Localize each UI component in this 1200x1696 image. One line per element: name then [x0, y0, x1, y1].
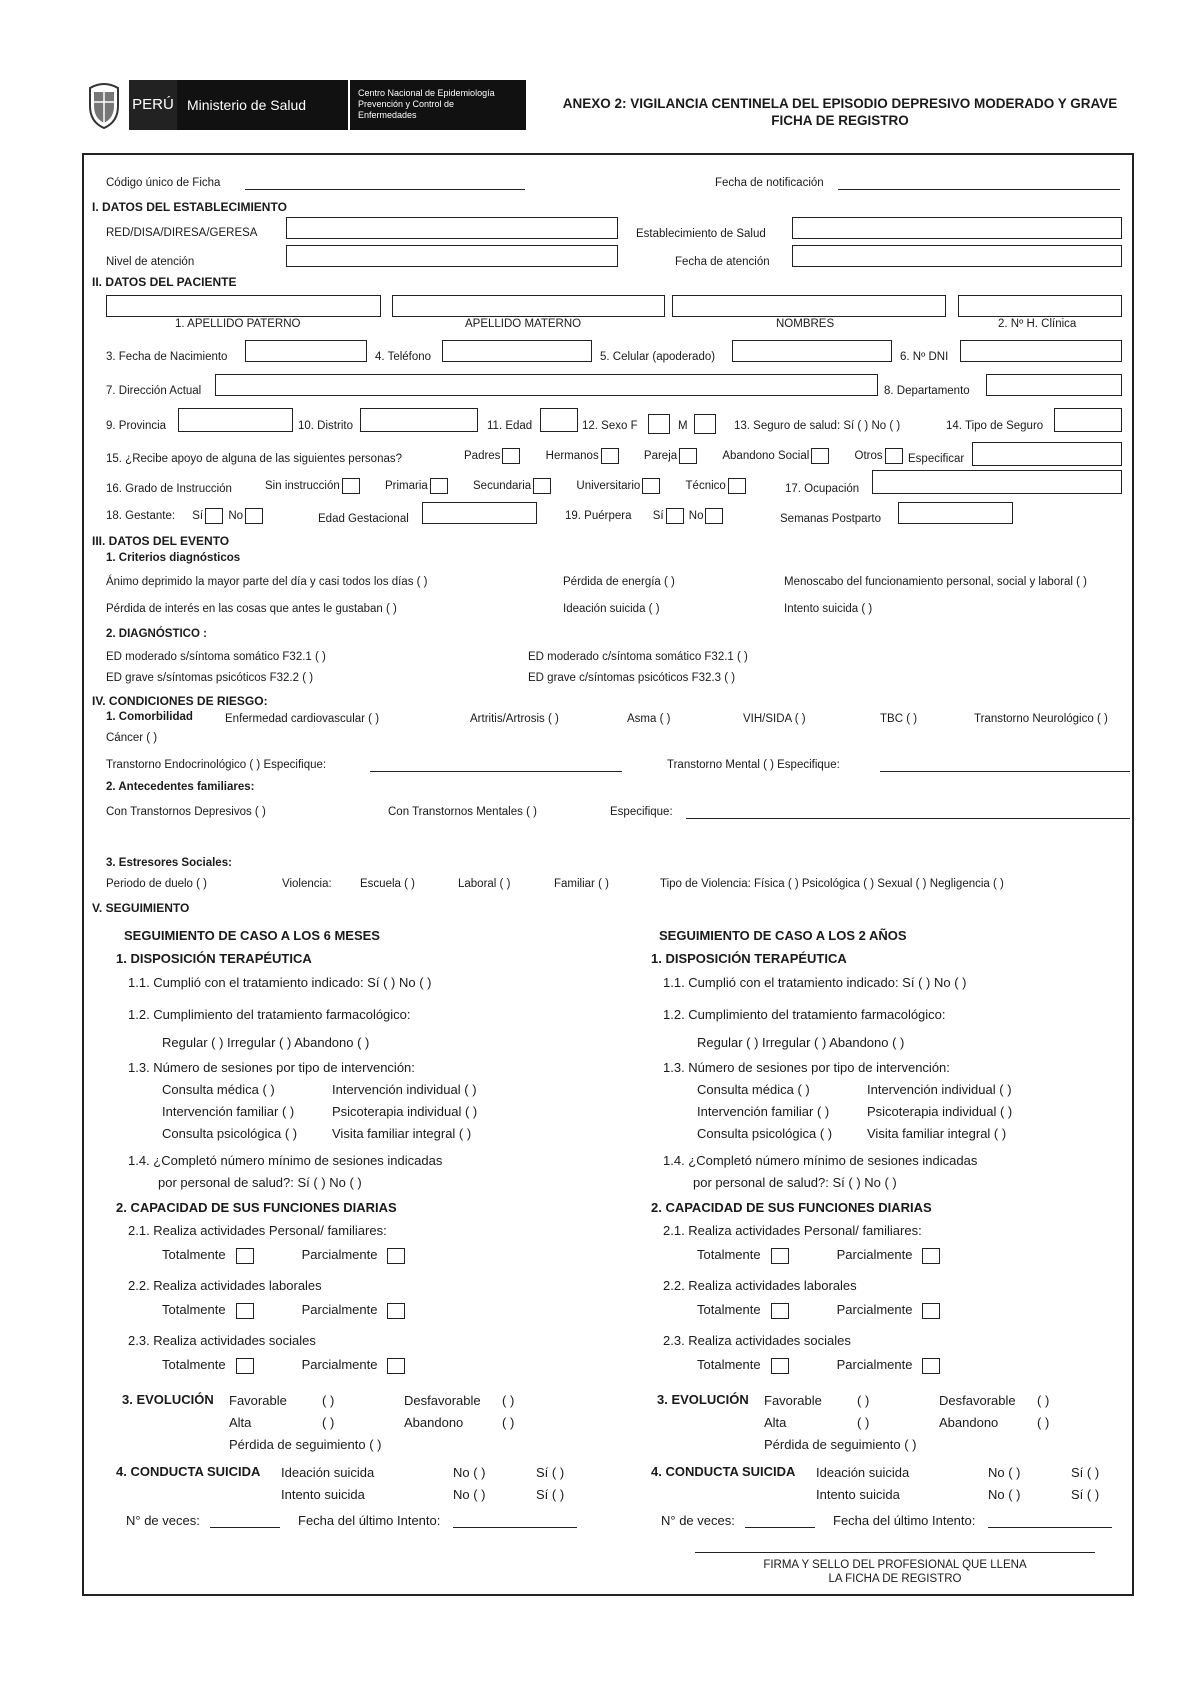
provincia-field[interactable] — [178, 408, 293, 432]
c23-parcialmente-checkbox[interactable] — [922, 1358, 940, 1374]
gestante-label: 18. Gestante: — [106, 510, 176, 523]
section-5-title: V. SEGUIMIENTO — [92, 901, 190, 915]
apellido-materno-label: APELLIDO MATERNO — [465, 318, 582, 330]
d13f[interactable]: Visita familiar integral ( ) — [332, 1126, 472, 1141]
criterios-title: 1. Criterios diagnósticos — [106, 552, 241, 564]
evo-desfavorable[interactable]: Desfavorable — [404, 1393, 481, 1408]
tipo-seguro-label: 14. Tipo de Seguro — [946, 420, 1044, 432]
d14: 1.4. ¿Completó número mínimo de sesiones indicadas — [663, 1153, 978, 1168]
apoyo-otros-checkbox[interactable] — [885, 448, 903, 464]
fecha-intento-field[interactable] — [453, 1527, 577, 1528]
c22-parcialmente-checkbox[interactable] — [387, 1303, 405, 1319]
criterio-energia[interactable]: Pérdida de energía ( ) — [563, 576, 675, 588]
evo-abandono[interactable]: Abandono — [404, 1415, 464, 1430]
edad-field[interactable] — [540, 408, 578, 432]
evo-paren[interactable]: ( ) — [322, 1415, 335, 1430]
d12-options[interactable]: Regular ( ) Irregular ( ) Abandono ( ) — [697, 1035, 905, 1050]
cs-ideacion-no[interactable]: No ( ) — [988, 1465, 1021, 1480]
evo-paren[interactable]: ( ) — [1037, 1415, 1050, 1430]
c21-options — [697, 1247, 942, 1264]
celular-field[interactable] — [732, 340, 892, 362]
fecha-intento-field[interactable] — [988, 1527, 1112, 1528]
grado-option-label: Universitario — [576, 480, 641, 493]
semanas-postparto-field[interactable] — [898, 502, 1013, 524]
d13: 1.3. Número de sesiones por tipo de intervención: — [663, 1060, 950, 1075]
puerpera-no-checkbox[interactable] — [705, 508, 723, 524]
antec-mentales[interactable]: Con Transtornos Mentales ( ) — [388, 806, 537, 818]
estab-field[interactable] — [792, 217, 1122, 239]
ocupacion-field[interactable] — [872, 470, 1122, 494]
fecha-intento-label: Fecha del último Intento: — [298, 1513, 441, 1528]
puerpera-si-checkbox[interactable] — [666, 508, 684, 524]
evo-alta[interactable]: Alta — [764, 1415, 787, 1430]
diag-moderado-c[interactable]: ED moderado c/síntoma somático F32.1 ( ) — [528, 651, 748, 663]
criterio-animo[interactable]: Ánimo deprimido la mayor parte del día y casi todos los días ( ) — [106, 576, 428, 588]
grado-secundaria-checkbox[interactable] — [533, 478, 551, 494]
section-2-title: II. DATOS DEL PACIENTE — [92, 275, 237, 289]
d13b[interactable]: Intervención individual ( ) — [332, 1082, 477, 1097]
comorb-vih[interactable]: VIH/SIDA ( ) — [743, 713, 806, 725]
coat-of-arms-icon — [84, 80, 124, 130]
c21: 2.1. Realiza actividades Personal/ familiares: — [663, 1223, 922, 1238]
c23: 2.3. Realiza actividades sociales — [663, 1333, 851, 1348]
apoyo-options — [464, 448, 905, 464]
endocrino-field[interactable] — [370, 771, 622, 772]
apoyo-option-label: Hermanos — [545, 450, 599, 463]
historia-clinica-label: 2. Nº H. Clínica — [998, 318, 1077, 330]
apoyo-option-label: Pareja — [643, 450, 678, 463]
especificar-field[interactable] — [972, 442, 1122, 466]
cs-ideacion-no[interactable]: No ( ) — [453, 1465, 486, 1480]
firma-line-1: FIRMA Y SELLO DEL PROFESIONAL QUE LLENA — [763, 1559, 1027, 1571]
section-3-title: III. DATOS DEL EVENTO — [92, 534, 230, 548]
nacimiento-field[interactable] — [245, 340, 367, 362]
c22: 2.2. Realiza actividades laborales — [663, 1278, 857, 1293]
criterio-interes[interactable]: Pérdida de interés en las cosas que antes le gustaban ( ) — [106, 603, 397, 615]
gestante-si-label: Sí — [192, 510, 204, 523]
codigo-label: Código único de Ficha — [106, 177, 221, 189]
red-field[interactable] — [286, 217, 618, 239]
apoyo-option-label: Abandono Social — [722, 450, 810, 463]
evo-favorable[interactable]: Favorable — [229, 1393, 287, 1408]
firma-line-2: LA FICHA DE REGISTRO — [828, 1573, 962, 1585]
conducta-title: 4. CONDUCTA SUICIDA — [116, 1464, 261, 1479]
mental-field[interactable] — [880, 771, 1130, 772]
cs-ideacion: Ideación suicida — [816, 1465, 910, 1480]
conducta-title: 4. CONDUCTA SUICIDA — [651, 1464, 796, 1479]
puerpera-no-label: No — [688, 510, 704, 523]
sexo-label: 12. Sexo F — [582, 420, 638, 432]
c23-options — [697, 1357, 942, 1374]
direccion-field[interactable] — [215, 374, 878, 396]
cs-ideacion-si[interactable]: Sí ( ) — [1071, 1465, 1100, 1480]
tipo-seguro-field[interactable] — [1054, 408, 1122, 432]
diagnostico-title: 2. DIAGNÓSTICO : — [106, 628, 207, 640]
fecha-notif-field[interactable] — [838, 189, 1120, 190]
d13d[interactable]: Psicoterapia individual ( ) — [332, 1104, 478, 1119]
cs-ideacion-si[interactable]: Sí ( ) — [536, 1465, 565, 1480]
comorbilidad-label: 1. Comorbilidad — [106, 711, 193, 723]
c23-totalmente-checkbox[interactable] — [771, 1358, 789, 1374]
fecha-intento-label: Fecha del último Intento: — [833, 1513, 976, 1528]
apellido-materno-field[interactable] — [392, 295, 665, 317]
mental-label[interactable]: Transtorno Mental ( ) Especifique: — [667, 759, 840, 771]
departamento-field[interactable] — [986, 374, 1122, 396]
col-head: SEGUIMIENTO DE CASO A LOS 6 MESES — [124, 928, 380, 943]
ministry-label: Ministerio de Salud — [187, 97, 307, 113]
c23-totalmente-checkbox[interactable] — [236, 1358, 254, 1374]
distrito-label: 10. Distrito — [298, 420, 353, 432]
evo-paren[interactable]: ( ) — [857, 1415, 870, 1430]
ocupacion-label: 17. Ocupación — [785, 483, 860, 495]
celular-label: 5. Celular (apoderado) — [600, 351, 716, 363]
apoyo-option-label: Padres — [464, 450, 501, 463]
c22-options — [162, 1302, 407, 1319]
d14: 1.4. ¿Completó número mínimo de sesiones indicadas — [128, 1153, 443, 1168]
departamento-label: 8. Departamento — [884, 385, 970, 397]
fecha-notif-label: Fecha de notificación — [715, 177, 824, 189]
title-line-2: FICHA DE REGISTRO — [771, 113, 909, 128]
veces-label: N° de veces: — [661, 1513, 735, 1528]
veces-label: N° de veces: — [126, 1513, 200, 1528]
apoyo-abandono-checkbox[interactable] — [811, 448, 829, 464]
cs-intento-si[interactable]: Sí ( ) — [1071, 1487, 1100, 1502]
peru-logo-block — [129, 80, 177, 130]
totalmente-label: Totalmente — [697, 1357, 761, 1372]
comorb-artritis[interactable]: Artritis/Artrosis ( ) — [470, 713, 559, 725]
comorb-cancer[interactable]: Cáncer ( ) — [106, 732, 158, 744]
evo-paren[interactable]: ( ) — [857, 1393, 870, 1408]
d13d[interactable]: Psicoterapia individual ( ) — [867, 1104, 1013, 1119]
antecedentes-label: 2. Antecedentes familiares: — [106, 781, 255, 793]
d14b[interactable]: por personal de salud?: Sí ( ) No ( ) — [693, 1175, 897, 1190]
comorb-cardio[interactable]: Enfermedad cardiovascular ( ) — [225, 713, 380, 725]
cs-intento: Intento suicida — [281, 1487, 365, 1502]
totalmente-label: Totalmente — [697, 1247, 761, 1262]
apoyo-hermanos-checkbox[interactable] — [601, 448, 619, 464]
evolucion-title: 3. EVOLUCIÓN — [122, 1392, 214, 1407]
firma-caption — [695, 1558, 1095, 1586]
seguro-label: 13. Seguro de salud: Sí ( ) No ( ) — [734, 420, 901, 432]
red-label: RED/DISA/DIRESA/GERESA — [106, 227, 258, 239]
grado-universitario-checkbox[interactable] — [642, 478, 660, 494]
evo-abandono[interactable]: Abandono — [939, 1415, 999, 1430]
c23-parcialmente-checkbox[interactable] — [387, 1358, 405, 1374]
parcialmente-label: Parcialmente — [836, 1302, 913, 1317]
antec-especifique-field[interactable] — [686, 818, 1130, 819]
c21-parcialmente-checkbox[interactable] — [387, 1248, 405, 1264]
evo-paren[interactable]: ( ) — [502, 1415, 515, 1430]
cs-intento-no[interactable]: No ( ) — [453, 1487, 486, 1502]
grado-option-label: Secundaria — [473, 480, 532, 493]
evo-paren[interactable]: ( ) — [502, 1393, 515, 1408]
d13e[interactable]: Consulta psicológica ( ) — [162, 1126, 298, 1141]
grado-option-label: Primaria — [385, 480, 428, 493]
diag-moderado-s[interactable]: ED moderado s/síntoma somático F32.1 ( ) — [106, 651, 326, 663]
center-line-3: Enfermedades — [358, 110, 417, 120]
d12: 1.2. Cumplimiento del tratamiento farmacológico: — [128, 1007, 411, 1022]
evo-paren[interactable]: ( ) — [322, 1393, 335, 1408]
c21-totalmente-checkbox[interactable] — [771, 1248, 789, 1264]
semanas-postparto-label: Semanas Postparto — [780, 513, 882, 525]
grado-primaria-checkbox[interactable] — [430, 478, 448, 494]
c22-parcialmente-checkbox[interactable] — [922, 1303, 940, 1319]
evo-perdida[interactable]: Pérdida de seguimiento ( ) — [229, 1437, 382, 1452]
apoyo-option-label: Otros — [854, 450, 883, 463]
center-line-2: Prevención y Control de — [358, 99, 455, 109]
gestante-row — [106, 508, 265, 524]
center-line-1: Centro Nacional de Epidemiología — [358, 88, 495, 98]
antec-depresivos[interactable]: Con Transtornos Depresivos ( ) — [106, 806, 266, 818]
gestante-no-label: No — [228, 510, 244, 523]
grado-option-label: Sin instrucción — [265, 480, 340, 493]
d12-options[interactable]: Regular ( ) Irregular ( ) Abandono ( ) — [162, 1035, 370, 1050]
comorb-tbc[interactable]: TBC ( ) — [880, 713, 918, 725]
evo-desfavorable[interactable]: Desfavorable — [939, 1393, 1016, 1408]
col-head: SEGUIMIENTO DE CASO A LOS 2 AÑOS — [659, 928, 907, 943]
totalmente-label: Totalmente — [162, 1357, 226, 1372]
dni-field[interactable] — [960, 340, 1122, 362]
d13c[interactable]: Intervención familiar ( ) — [697, 1104, 830, 1119]
telefono-field[interactable] — [442, 340, 592, 362]
apoyo-pareja-checkbox[interactable] — [679, 448, 697, 464]
nivel-field[interactable] — [286, 245, 618, 267]
tipo-violencia[interactable]: Tipo de Violencia: Física ( ) Psicológica ( ) Sexual ( ) Negligencia ( ) — [660, 878, 1004, 890]
dni-label: 6. Nº DNI — [900, 351, 949, 363]
d11[interactable]: 1.1. Cumplió con el tratamiento indicado: Sí ( ) No ( ) — [128, 975, 432, 990]
form-frame — [82, 153, 1134, 1596]
criterio-intento[interactable]: Intento suicida ( ) — [784, 603, 873, 615]
sexo-m-checkbox[interactable] — [694, 414, 716, 434]
violencia-familiar[interactable]: Familiar ( ) — [554, 878, 609, 890]
d11[interactable]: 1.1. Cumplió con el tratamiento indicado: Sí ( ) No ( ) — [663, 975, 967, 990]
cs-intento-no[interactable]: No ( ) — [988, 1487, 1021, 1502]
disposicion-title: 1. DISPOSICIÓN TERAPÉUTICA — [116, 951, 312, 966]
d13: 1.3. Número de sesiones por tipo de intervención: — [128, 1060, 415, 1075]
especificar-label: Especificar — [908, 453, 965, 465]
comorb-neurologico[interactable]: Transtorno Neurológico ( ) — [974, 713, 1108, 725]
veces-field[interactable] — [210, 1527, 280, 1528]
nacimiento-label: 3. Fecha de Nacimiento — [106, 351, 228, 363]
criterio-menoscabo[interactable]: Menoscabo del funcionamiento personal, social y laboral ( ) — [784, 576, 1087, 588]
c21: 2.1. Realiza actividades Personal/ familiares: — [128, 1223, 387, 1238]
antec-especifique-label: Especifique: — [610, 806, 673, 818]
diag-grave-c[interactable]: ED grave c/síntomas psicóticos F32.3 ( ) — [528, 672, 736, 684]
estab-label: Establecimiento de Salud — [636, 228, 766, 240]
c22: 2.2. Realiza actividades laborales — [128, 1278, 322, 1293]
center-block — [350, 80, 526, 130]
c22-totalmente-checkbox[interactable] — [771, 1303, 789, 1319]
d14b[interactable]: por personal de salud?: Sí ( ) No ( ) — [158, 1175, 362, 1190]
apellido-paterno-field[interactable] — [106, 295, 381, 317]
c23: 2.3. Realiza actividades sociales — [128, 1333, 316, 1348]
evolucion-title: 3. EVOLUCIÓN — [657, 1392, 749, 1407]
grado-options — [265, 478, 748, 494]
totalmente-label: Totalmente — [162, 1302, 226, 1317]
periodo-duelo[interactable]: Periodo de duelo ( ) — [106, 878, 208, 890]
section-4-title: IV. CONDICIONES DE RIESGO: — [92, 694, 268, 708]
title-line-1: ANEXO 2: VIGILANCIA CENTINELA DEL EPISODIO DEPRESIVO MODERADO Y GRAVE — [562, 96, 1118, 111]
d13c[interactable]: Intervención familiar ( ) — [162, 1104, 295, 1119]
violencia-label: Violencia: — [282, 878, 332, 890]
parcialmente-label: Parcialmente — [301, 1302, 378, 1317]
fecha-atencion-field[interactable] — [792, 245, 1122, 267]
country-label: PERÚ — [132, 96, 174, 113]
cs-ideacion: Ideación suicida — [281, 1465, 375, 1480]
puerpera-row — [565, 508, 725, 524]
evo-alta[interactable]: Alta — [229, 1415, 252, 1430]
nombres-field[interactable] — [672, 295, 946, 317]
cs-intento: Intento suicida — [816, 1487, 900, 1502]
apellido-paterno-label: 1. APELLIDO PATERNO — [175, 318, 301, 330]
sexo-m-label: M — [678, 420, 688, 432]
puerpera-si-label: Sí — [652, 510, 664, 523]
section-1-title: I. DATOS DEL ESTABLECIMIENTO — [92, 200, 287, 214]
veces-field[interactable] — [745, 1527, 815, 1528]
edad-gestacional-label: Edad Gestacional — [318, 513, 409, 525]
evo-perdida[interactable]: Pérdida de seguimiento ( ) — [764, 1437, 917, 1452]
ministry-block — [177, 80, 348, 130]
d13f[interactable]: Visita familiar integral ( ) — [867, 1126, 1007, 1141]
edad-gestacional-field[interactable] — [422, 502, 537, 524]
capacidad-title: 2. CAPACIDAD DE SUS FUNCIONES DIARIAS — [651, 1200, 932, 1215]
endocrino-label[interactable]: Transtorno Endocrinológico ( ) Especifique: — [106, 759, 327, 771]
c21-totalmente-checkbox[interactable] — [236, 1248, 254, 1264]
d13e[interactable]: Consulta psicológica ( ) — [697, 1126, 833, 1141]
parcialmente-label: Parcialmente — [301, 1247, 378, 1262]
codigo-field[interactable] — [245, 189, 525, 190]
parcialmente-label: Parcialmente — [301, 1357, 378, 1372]
nivel-label: Nivel de atención — [106, 256, 195, 268]
c21-options — [162, 1247, 407, 1264]
sexo-f-checkbox[interactable] — [648, 414, 670, 434]
c21-parcialmente-checkbox[interactable] — [922, 1248, 940, 1264]
parcialmente-label: Parcialmente — [836, 1247, 913, 1262]
evo-paren[interactable]: ( ) — [1037, 1393, 1050, 1408]
puerpera-label: 19. Puérpera — [565, 510, 632, 523]
nombres-label: NOMBRES — [776, 318, 835, 330]
edad-label: 11. Edad — [487, 420, 533, 432]
evo-favorable[interactable]: Favorable — [764, 1393, 822, 1408]
comorb-asma[interactable]: Asma ( ) — [627, 713, 671, 725]
grado-label: 16. Grado de Instrucción — [106, 483, 232, 495]
violencia-laboral[interactable]: Laboral ( ) — [458, 878, 511, 890]
apoyo-label: 15. ¿Recibe apoyo de alguna de las siguientes personas? — [106, 453, 403, 465]
parcialmente-label: Parcialmente — [836, 1357, 913, 1372]
direccion-label: 7. Dirección Actual — [106, 385, 202, 397]
capacidad-title: 2. CAPACIDAD DE SUS FUNCIONES DIARIAS — [116, 1200, 397, 1215]
diag-grave-s[interactable]: ED grave s/síntomas psicóticos F32.2 ( ) — [106, 672, 314, 684]
fecha-atencion-label: Fecha de atención — [675, 256, 770, 268]
c22-totalmente-checkbox[interactable] — [236, 1303, 254, 1319]
c23-options — [162, 1357, 407, 1374]
firma-line[interactable] — [695, 1552, 1095, 1553]
d13b[interactable]: Intervención individual ( ) — [867, 1082, 1012, 1097]
totalmente-label: Totalmente — [162, 1247, 226, 1262]
provincia-label: 9. Provincia — [106, 420, 167, 432]
grado-tecnico-checkbox[interactable] — [728, 478, 746, 494]
apoyo-padres-checkbox[interactable] — [502, 448, 520, 464]
form-title — [540, 95, 1140, 129]
gestante-no-checkbox[interactable] — [245, 508, 263, 524]
grado-option-label: Técnico — [685, 480, 726, 493]
gestante-si-checkbox[interactable] — [205, 508, 223, 524]
violencia-escuela[interactable]: Escuela ( ) — [360, 878, 415, 890]
telefono-label: 4. Teléfono — [375, 351, 432, 363]
cs-intento-si[interactable]: Sí ( ) — [536, 1487, 565, 1502]
estresores-label: 3. Estresores Sociales: — [106, 857, 232, 869]
historia-clinica-field[interactable] — [958, 295, 1122, 317]
c22-options — [697, 1302, 942, 1319]
totalmente-label: Totalmente — [697, 1302, 761, 1317]
d12: 1.2. Cumplimiento del tratamiento farmacológico: — [663, 1007, 946, 1022]
d13a[interactable]: Consulta médica ( ) — [697, 1082, 810, 1097]
disposicion-title: 1. DISPOSICIÓN TERAPÉUTICA — [651, 951, 847, 966]
d13a[interactable]: Consulta médica ( ) — [162, 1082, 275, 1097]
criterio-ideacion[interactable]: Ideación suicida ( ) — [563, 603, 660, 615]
distrito-field[interactable] — [360, 408, 478, 432]
grado-sin-instruccion-checkbox[interactable] — [342, 478, 360, 494]
